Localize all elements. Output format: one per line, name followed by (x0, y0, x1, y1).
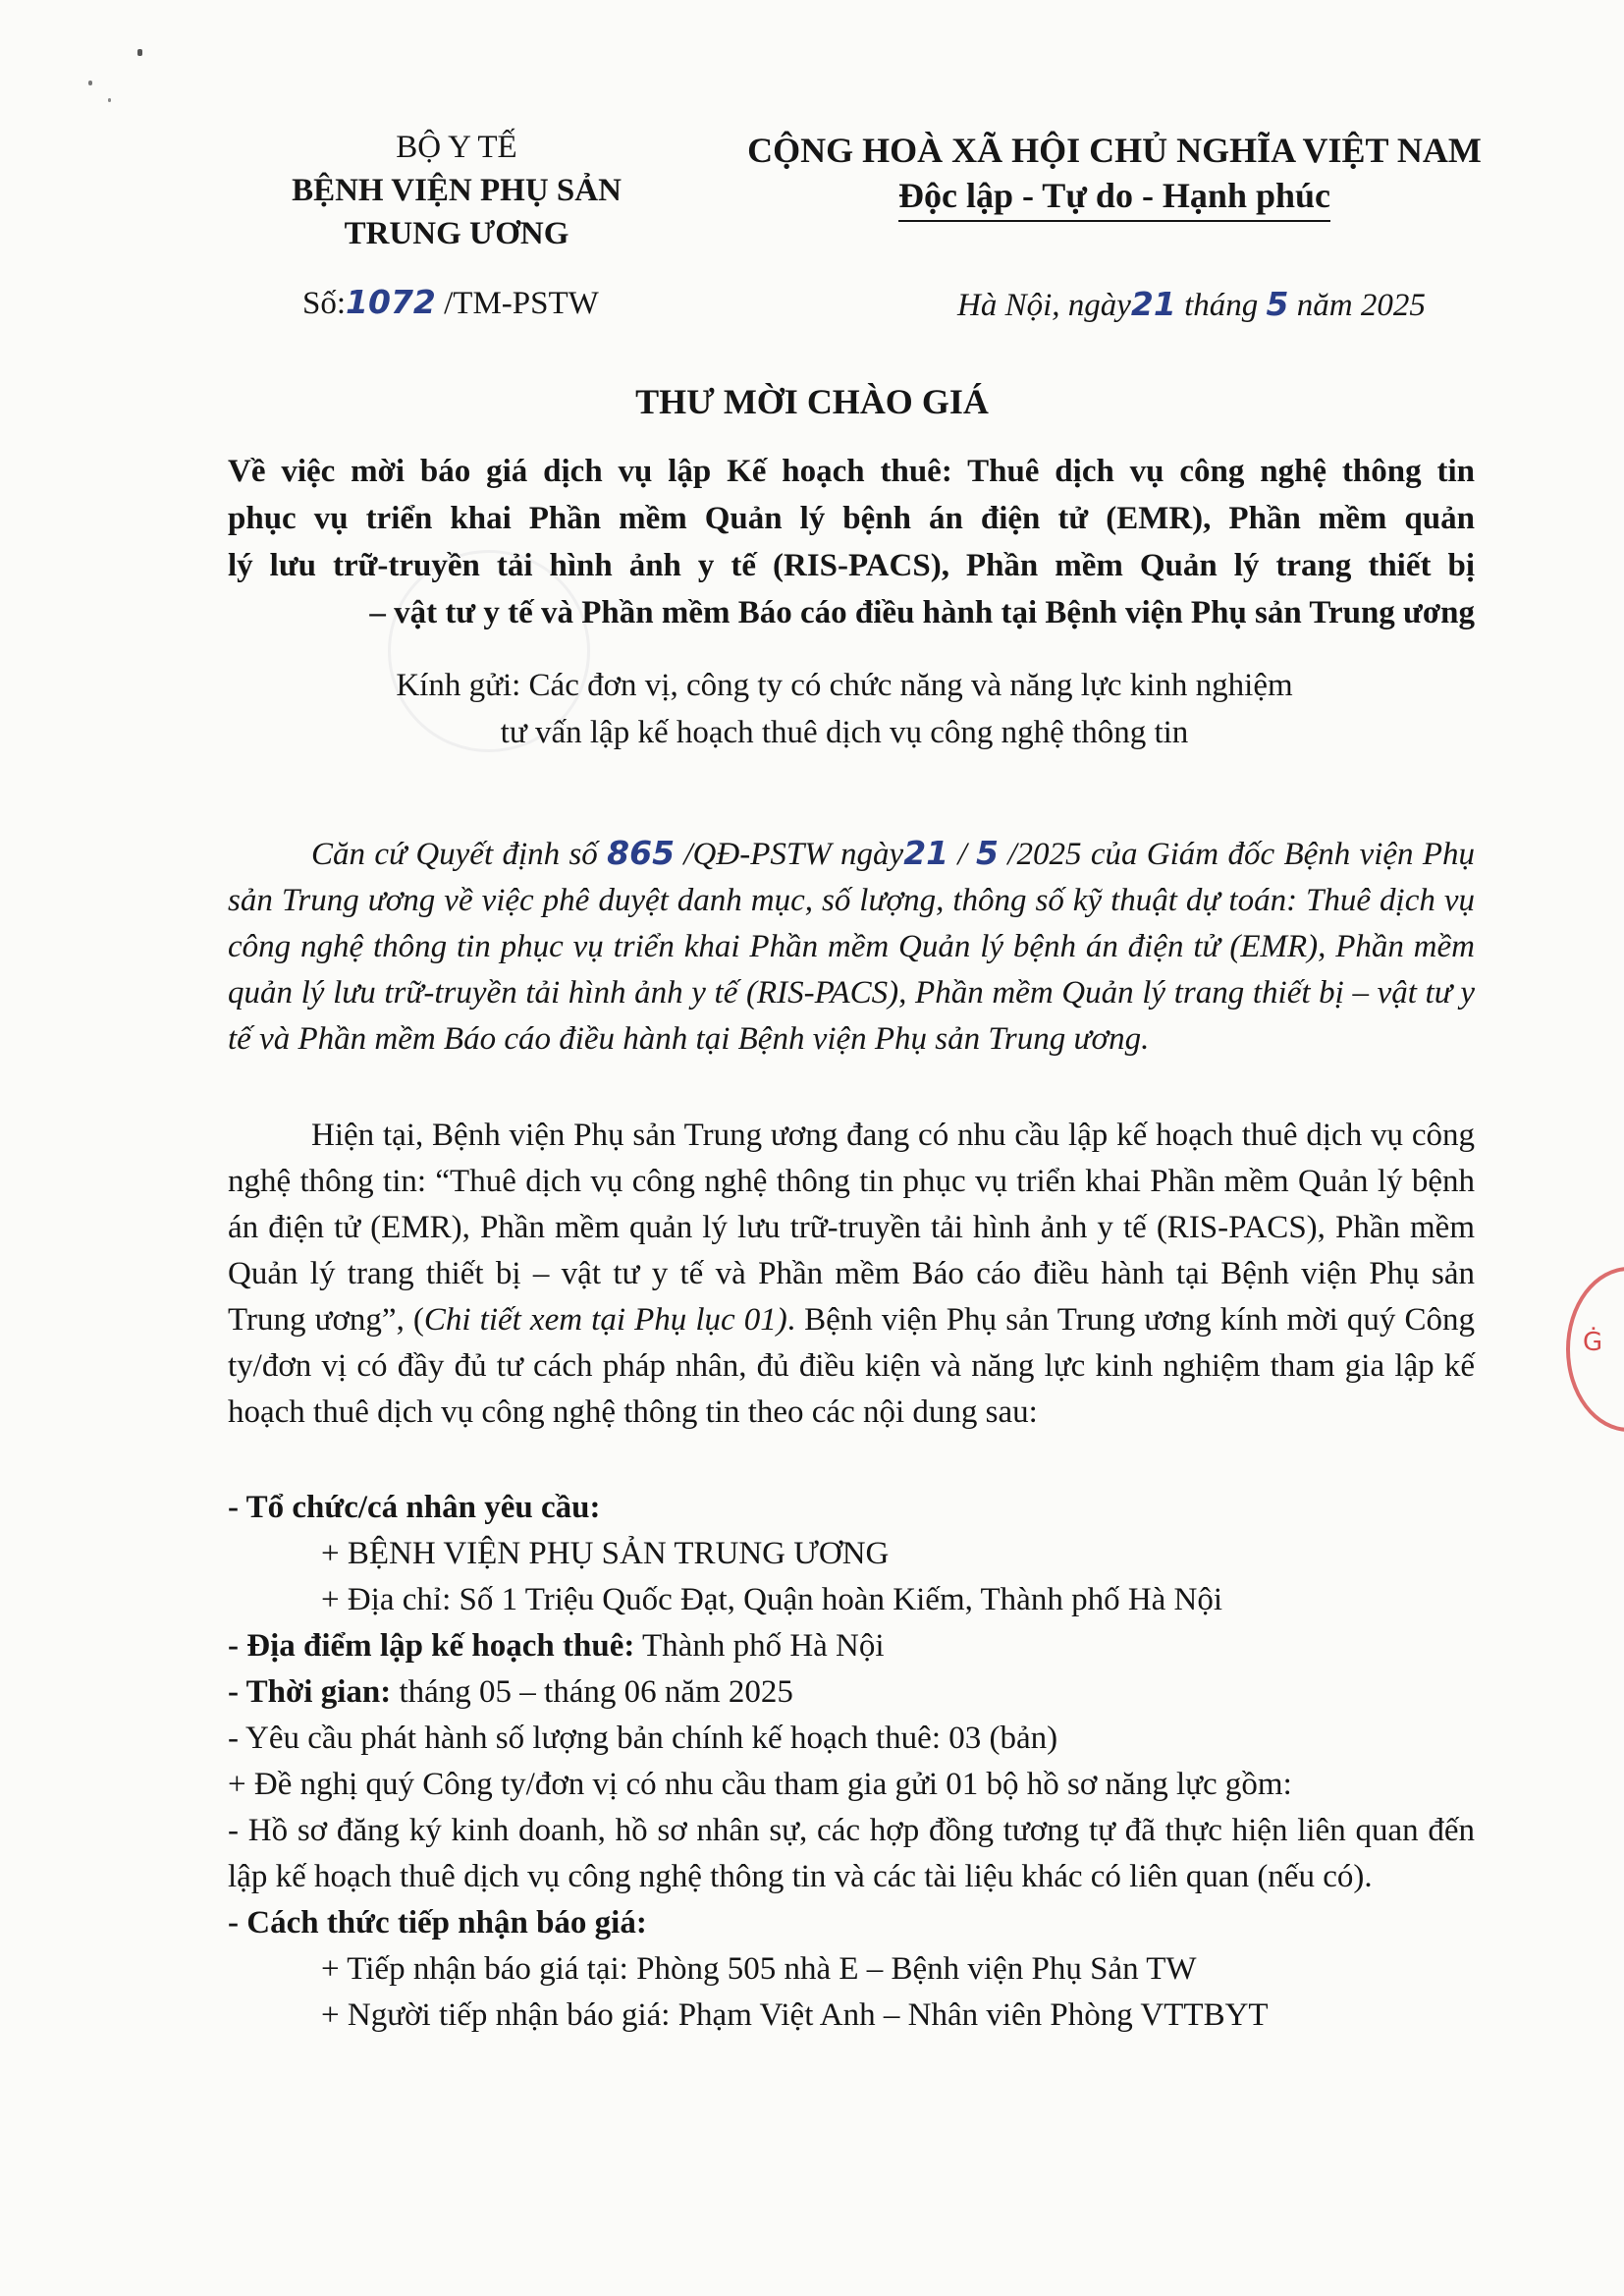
legal-basis-paragraph (228, 830, 1475, 1063)
basis-mid: /QĐ-PSTW ngày (683, 837, 904, 872)
proposal-text: + Đề nghị quý Công ty/đơn vị có nhu cầu tham gia gửi 01 bộ hồ sơ năng lực gồm: (228, 1767, 1292, 1802)
hospital-name-line2: TRUNG ƯƠNG (344, 216, 569, 251)
doc-number-suffix: /TM-PSTW (444, 286, 599, 321)
basis-prefix: Căn cứ Quyết định số (311, 837, 598, 872)
copies-requirement: - Yêu cầu phát hành số lượng bản chính kế hoạch thuê: 03 (bản) (228, 1721, 1058, 1756)
intro-paragraph (228, 1113, 1475, 1436)
decision-day-handwritten: 21 (903, 834, 949, 872)
subject-line: Về việc mời báo giá dịch vụ lập Kế hoạch thuê: Thuê dịch vụ công nghệ thông tin (228, 454, 1475, 489)
date-year: năm 2025 (1296, 288, 1426, 323)
date-place: Hà Nội, ngày (957, 288, 1131, 323)
document-date (957, 285, 1426, 324)
subject-line: lý lưu trữ-truyền tải hình ảnh y tế (RIS-PACS), Phần mềm Quản lý trang thiết bị (228, 548, 1475, 583)
recipient-block (353, 662, 1335, 756)
scan-speck (137, 49, 142, 56)
recipient-line1: Kính gửi: Các đơn vị, công ty có chức năng và năng lực kinh nghiệm (396, 668, 1293, 703)
hospital-name-line1: BỆNH VIỆN PHỤ SẢN (292, 173, 622, 208)
document-number (302, 283, 599, 322)
document-subject (228, 448, 1475, 636)
scan-speck (88, 81, 92, 85)
intro-part2: . Bệnh viện Phụ sản Trung ương kính mời quý Công ty/đơn vị có đầy đủ tư cách pháp nhân, đủ điều kiện và năng lực kinh nghiệm tham gia lập kế hoạch thuê dịch vụ công nghệ thông tin theo các nội dung sau: (228, 1302, 1475, 1430)
time-label: - Thời gian: (228, 1674, 392, 1710)
ministry-name: BỘ Y TẾ (396, 130, 517, 165)
national-motto: Độc lập - Tự do - Hạnh phúc (898, 173, 1330, 222)
location-value: Thành phố Hà Nội (634, 1628, 885, 1664)
doc-number-prefix: Số: (302, 286, 347, 321)
recipient-line2: tư vấn lập kế hoạch thuê dịch vụ công nghệ thông tin (500, 715, 1189, 750)
basis-sep: / (957, 837, 967, 872)
documents-text: - Hồ sơ đăng ký kinh doanh, hồ sơ nhân sự, các hợp đồng tương tự đã thực hiện liên quan đến lập kế hoạch thuê dịch vụ công nghệ thông tin và các tài liệu khác có liên quan (nếu có). (228, 1813, 1475, 1894)
basis-rest: /2025 của Giám đốc Bệnh viện Phụ sản Trung ương về việc phê duyệt danh mục, số lượng, thông số kỹ thuật dự toán: Thuê dịch vụ công nghệ thông tin phục vụ triển khai Phần mềm Quản lý bệnh án điện tử (EMR), Phần mềm quản lý lưu trữ-truyền tải hình ảnh y tế (RIS-PACS), Phần mềm Quản lý trang thiết bị – vật tư y tế và Phần mềm Báo cáo điều hành tại Bệnh viện Phụ sản Trung ương. (228, 837, 1476, 1057)
time-value: tháng 05 – tháng 06 năm 2025 (391, 1674, 793, 1710)
date-day-handwritten: 21 (1130, 285, 1176, 323)
subject-line: – vật tư y tế và Phần mềm Báo cáo điều hành tại Bệnh viện Phụ sản Trung ương (369, 595, 1475, 630)
document-title: THƯ MỜI CHÀO GIÁ (635, 382, 989, 421)
doc-number-handwritten: 1072 (346, 283, 436, 321)
receiving-place: + Tiếp nhận báo giá tại: Phòng 505 nhà E – Bệnh viện Phụ Sản TW (321, 1951, 1197, 1987)
requester-name: + BỆNH VIỆN PHỤ SẢN TRUNG ƯƠNG (321, 1536, 890, 1571)
receiving-person: + Người tiếp nhận báo giá: Phạm Việt Anh – Nhân viên Phòng VTTBYT (321, 1997, 1269, 2033)
intro-appendix-ref: Chi tiết xem tại Phụ lục 01) (423, 1302, 787, 1338)
location-label: - Địa điểm lập kế hoạch thuê: (228, 1628, 635, 1664)
issuer-block (250, 126, 663, 255)
seal-fragment-text: Ġ (1583, 1328, 1603, 1357)
date-month-handwritten: 5 (1266, 285, 1289, 323)
scan-speck (108, 98, 111, 102)
decision-month-handwritten: 5 (976, 834, 999, 872)
requirements-list (228, 1485, 1475, 2039)
intro-part1: Hiện tại, Bệnh viện Phụ sản Trung ương đang có nhu cầu lập kế hoạch thuê dịch vụ công nghệ thông tin: “Thuê dịch vụ công nghệ thông tin phục vụ triển khai Phần mềm Quản lý bệnh án điện tử (EMR), Phần mềm quản lý lưu trữ-truyền tải hình ảnh y tế (RIS-PACS), Phần mềm Quản lý trang thiết bị – vật tư y tế và Phần mềm Báo cáo điều hành tại Bệnh viện Phụ sản Trung ương”, ( (228, 1118, 1475, 1338)
requester-address: + Địa chỉ: Số 1 Triệu Quốc Đạt, Quận hoàn Kiếm, Thành phố Hà Nội (321, 1582, 1223, 1617)
subject-line: phục vụ triển khai Phần mềm Quản lý bệnh án điện tử (EMR), Phần mềm quản (228, 501, 1475, 536)
national-header (722, 128, 1507, 222)
receiving-label: - Cách thức tiếp nhận báo giá: (228, 1905, 647, 1941)
requester-label: - Tổ chức/cá nhân yêu cầu: (228, 1490, 601, 1525)
date-month-label: tháng (1184, 288, 1259, 323)
republic-name: CỘNG HOÀ XÃ HỘI CHỦ NGHĨA VIỆT NAM (747, 131, 1482, 170)
decision-number-handwritten: 865 (607, 834, 676, 872)
